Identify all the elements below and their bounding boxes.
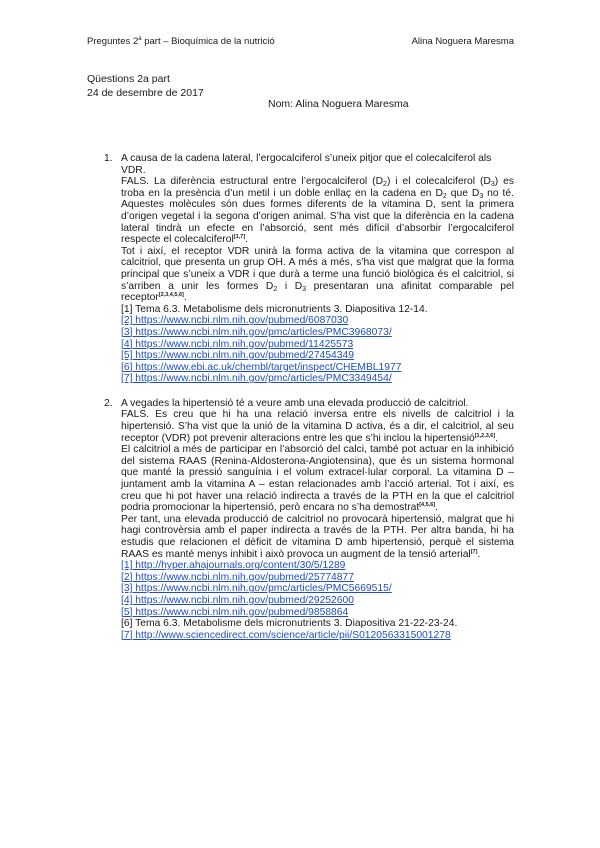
- answer-paragraph: Tot i així, el receptor VDR unirà la forma activa de la vitamina que correspon al calcitriol, que presenta un grup OH. A més a més, s’ha vist que malgrat que la forma principal que s’uneix a VDR i que durà a terme una funció biològica és el calcitriol, si s’arriben a unir les formes $D_2$ i $D_3$ presentaran una afinitat comparable pel receptor[2,3,4,5,6].: [121, 245, 514, 304]
- answer-paragraph: Per tant, una elevada producció de calcitriol no provocarà hipertensió, malgrat que hi hagi controvèrsia amb el paper indirecta a través de la PTH. Per altra banda, hi ha estudis que relacionen el dèficit de vitamina D amb hipertensió, perquè el sistema RAAS es manté menys inhibit i això provoca un augment de la tensió arterial[7].: [121, 513, 514, 560]
- reference-link[interactable]: [3] https://www.ncbi.nlm.nih.gov/pmc/articles/PMC5669515/: [121, 583, 392, 595]
- question-statement: A vegades la hipertensió té a veure amb una elevada producció de calcitriol.: [121, 397, 469, 409]
- question-2: [104, 398, 514, 641]
- doc-meta: [87, 72, 204, 100]
- page-header: [87, 36, 514, 47]
- questions: [104, 153, 514, 654]
- doc-name: Nom: Alina Noguera Maresma: [268, 98, 409, 110]
- reference-link[interactable]: [6] https://www.ebi.ac.uk/chembl/target/inspect/CHEMBL1977: [121, 361, 402, 373]
- reference-link[interactable]: [2] https://www.ncbi.nlm.nih.gov/pubmed/25774877: [121, 571, 354, 583]
- doc-title: Qüestions 2a part: [87, 73, 170, 85]
- reference-link[interactable]: [4] https://www.ncbi.nlm.nih.gov/pubmed/11425573: [121, 338, 354, 350]
- reference-link[interactable]: [4] https://www.ncbi.nlm.nih.gov/pubmed/29252600: [121, 594, 354, 606]
- reference-link[interactable]: [5] https://www.ncbi.nlm.nih.gov/pubmed/9858864: [121, 606, 349, 618]
- reference-link[interactable]: [1] http://hyper.ahajournals.org/content/30/5/1289: [121, 560, 346, 572]
- reference-link[interactable]: [3] https://www.ncbi.nlm.nih.gov/pmc/articles/PMC3968073/: [121, 326, 392, 338]
- reference-link[interactable]: [7] https://www.ncbi.nlm.nih.gov/pmc/articles/PMC3349454/: [121, 373, 392, 385]
- answer-paragraph: El calcitriol a més de participar en l’absorció del calci, també pot actuar en la inhibició del sistema RAAS (Renina-Aldosterona-Angiotensina), que és un sistema hormonal que manté la pressió sanguínia i el volum extracel·lular corporal. La vitamina D – juntament amb la vitamina A – estan relacionades amb l’acció arterial. Tot i així, es creu que hi pot haver una relació indirecta a través de la PTH en la que el calcitriol podria promocionar la hipertensió, però encara no s’ha demostrat[4,5,6].: [121, 444, 514, 514]
- answer-paragraph: FALS. Es creu que hi ha una relació inversa entre els nivells de calcitriol i la hipertensió. S’ha vist que la unió de la vitamina D activa, és a dir, el calcitriol, al seu receptor (VDR) pot prevenir alteracions entre les que s’hi inclou la hipertensió[1,2,3,6].: [121, 409, 514, 444]
- answer-paragraph: FALS. La diferència estructural entre l’ergocalciferol $(D_2)$ i el colecalciferol $(D_3)$ es troba en la presència d’un metil i un doble enllaç en la cadena en $D_2$ que $D_3$ no té. Aquestes molècules són dues formes diferents de la vitamina D, sent la primera d’origen vegetal i la segona d’origen animal. S’ha vist que la diferència en la cadena lateral tindrà un efecte en l’absorció, sent més difícil d’absorbir l’ergocalciferol respecte el colecalciferol[1,7].: [121, 176, 514, 246]
- reference-link[interactable]: [2] https://www.ncbi.nlm.nih.gov/pubmed/6087030: [121, 315, 349, 327]
- header-author: Alina Noguera Maresma: [411, 36, 514, 47]
- reference: [6] Tema 6.3. Metabolisme dels micronutrients 3. Diapositiva 21-22-23-24.: [121, 618, 458, 630]
- doc-date: 24 de desembre de 2017: [87, 87, 204, 99]
- reference-link[interactable]: [5] https://www.ncbi.nlm.nih.gov/pubmed/27454349: [121, 350, 354, 362]
- header-course: Preguntes 2$^a$ part – Bioquímica de la nutrició: [87, 36, 275, 47]
- question-1: [104, 153, 514, 385]
- reference-link[interactable]: [7] http://www.sciencedirect.com/science/article/pii/S0120563315001278: [121, 629, 451, 641]
- question-number: 1.: [104, 153, 113, 164]
- reference: [1] Tema 6.3. Metabolisme dels micronutrients 3. Diapositiva 12-14.: [121, 303, 428, 315]
- question-statement: A causa de la cadena lateral, l’ergocalciferol s’uneix pitjor que el colecalciferol als VDR.: [121, 153, 492, 176]
- question-number: 2.: [104, 397, 113, 409]
